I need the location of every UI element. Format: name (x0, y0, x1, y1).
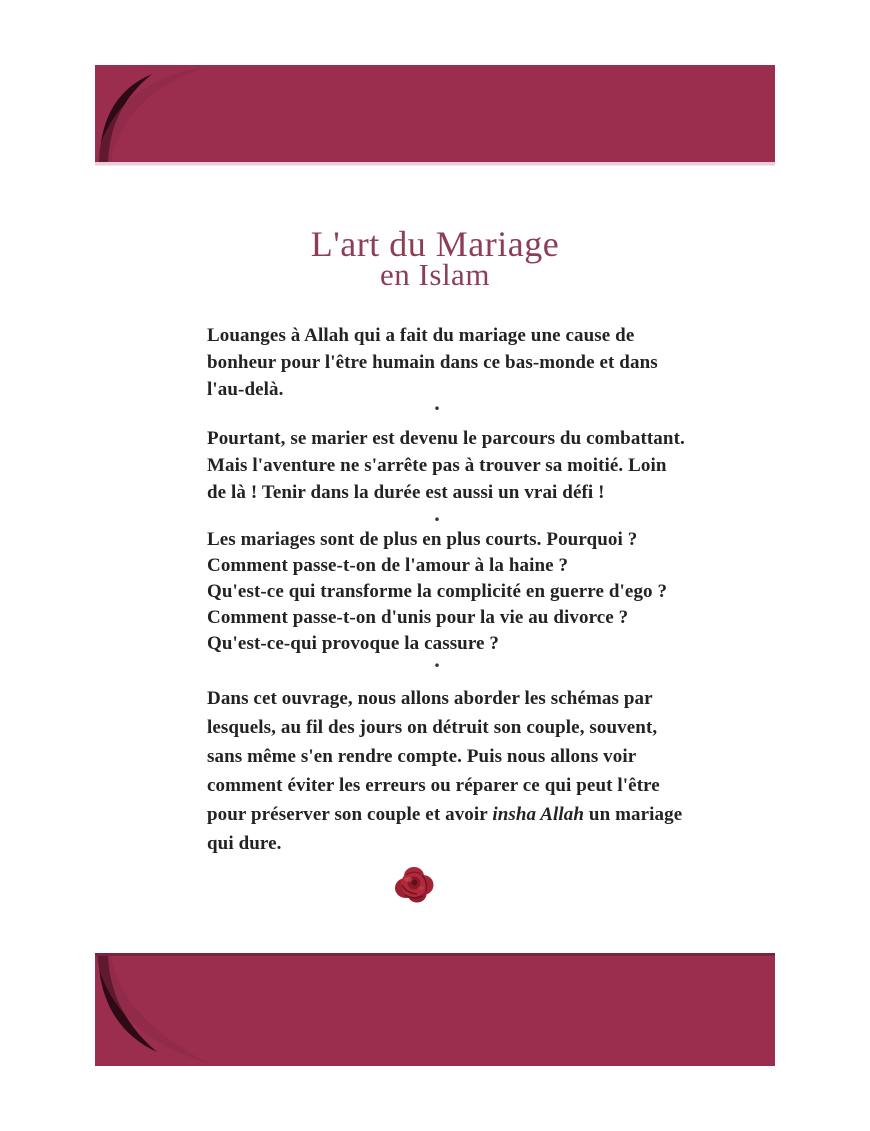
paragraph-separator-dot: . (434, 647, 440, 672)
body-paragraph (207, 527, 677, 657)
title-block (95, 224, 775, 292)
paragraph-line: Comment passe-t-on de l'amour à la haine ? (207, 555, 569, 576)
page-subtitle: en Islam (380, 257, 490, 292)
line-text-after: un mariage (584, 804, 683, 825)
paragraph-line: l'au-delà. (207, 379, 284, 400)
body-paragraph (207, 322, 677, 403)
paragraph-line: Mais l'aventure ne s'arrête pas à trouver sa moitié. Loin (207, 455, 667, 476)
page-title: L'art du Mariage (310, 224, 560, 264)
page-content-area (95, 0, 775, 1131)
curved-swoosh-icon (95, 956, 295, 1066)
paragraph-line (207, 800, 683, 829)
paragraph-line: Dans cet ouvrage, nous allons aborder les schémas par (207, 688, 653, 709)
body-paragraph (207, 425, 685, 506)
paragraph-line: bonheur pour l'être humain dans ce bas-monde et dans (207, 352, 658, 373)
header-band (95, 65, 775, 165)
paragraph-separator-dot: . (434, 390, 440, 415)
paragraph-line: Comment passe-t-on d'unis pour la vie au divorce ? (207, 607, 629, 628)
italic-phrase: insha Allah (492, 804, 585, 825)
paragraph-line: Pourtant, se marier est devenu le parcours du combattant. (207, 428, 685, 449)
paragraph-separator-dot: . (434, 501, 440, 526)
paragraph-line: sans même s'en rendre compte. Puis nous allons voir (207, 746, 637, 767)
paragraph-line: comment éviter les erreurs ou réparer ce qui peut l'être (207, 775, 660, 796)
footer-band (95, 953, 775, 1066)
line-text-before: pour préserver son couple et avoir (207, 804, 493, 825)
body-paragraph (207, 684, 683, 858)
paragraph-line: Qu'est-ce-qui provoque la cassure ? (207, 633, 500, 654)
curved-swoosh-icon (95, 65, 295, 162)
rose-icon (393, 864, 437, 906)
paragraph-line: qui dure. (207, 833, 282, 854)
paragraph-line: Qu'est-ce qui transforme la complicité en guerre d'ego ? (207, 581, 668, 602)
paragraph-line: de là ! Tenir dans la durée est aussi un vrai défi ! (207, 482, 605, 503)
paragraph-line: Louanges à Allah qui a fait du mariage une cause de (207, 325, 635, 346)
paragraph-line: Les mariages sont de plus en plus courts. Pourquoi ? (207, 529, 638, 550)
paragraph-line: lesquels, au fil des jours on détruit son couple, souvent, (207, 717, 658, 738)
